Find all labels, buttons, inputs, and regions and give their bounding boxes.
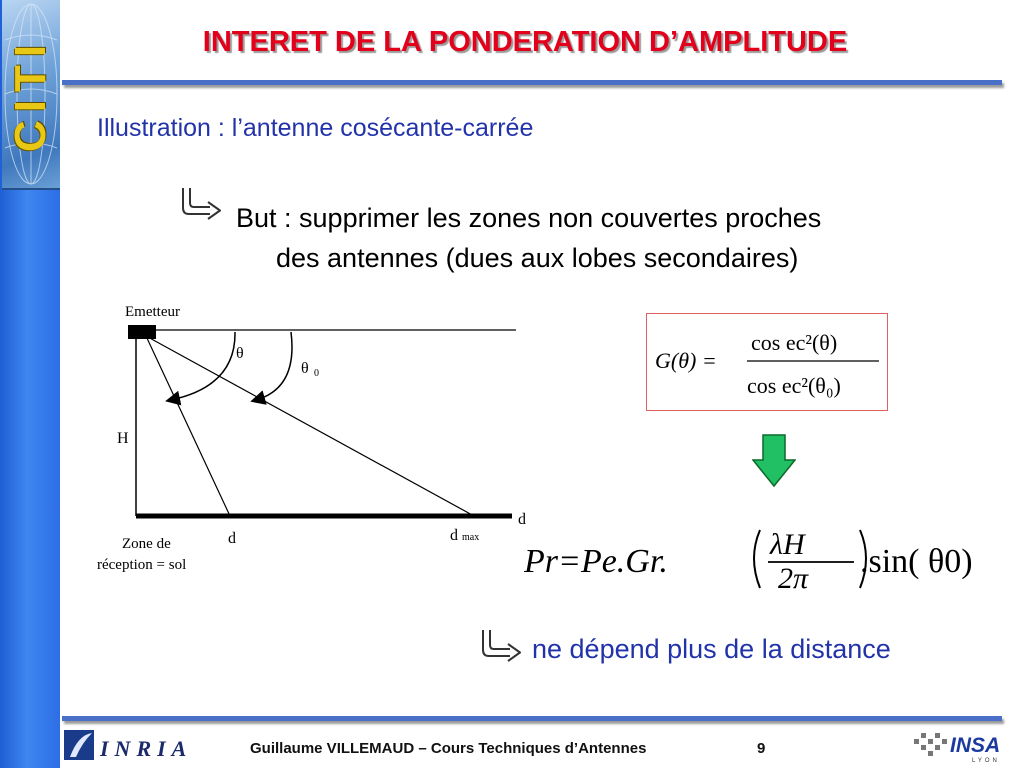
theta0-subscript: 0 [314, 368, 319, 379]
title-divider [62, 80, 1002, 85]
left-paren [754, 530, 760, 588]
theta0-label: θ [301, 360, 309, 377]
zone-label-line-2: réception = sol [97, 557, 187, 573]
gain-formula [647, 314, 887, 410]
inria-logo [64, 725, 204, 765]
gain-formula-denominator: cos ec²(θ₀) [747, 373, 841, 398]
hook-arrow-icon [178, 186, 224, 220]
emitter-block [128, 325, 156, 339]
power-formula-numerator: λH [770, 528, 805, 561]
gain-formula-lhs: G(θ) = [655, 348, 717, 373]
power-formula [524, 522, 1004, 594]
distance-d-label: d [228, 530, 236, 547]
down-arrow-icon [752, 434, 796, 488]
zone-label-line-1: Zone de [122, 536, 171, 552]
emitter-label: Emetteur [125, 304, 180, 320]
hook-arrow-icon [478, 628, 524, 662]
height-label: H [117, 430, 129, 447]
power-formula-rhs: .sin( θ0) [860, 543, 973, 580]
insa-logo-subtext: LYON [972, 758, 1000, 764]
insa-logo [910, 725, 1018, 765]
dmax-label: d [450, 527, 458, 544]
goal-text [230, 198, 995, 278]
citi-logo-text: CITI [6, 36, 55, 152]
goal-line-2: des antennes (dues aux lobes secondaires) [276, 243, 799, 273]
footer-author: Guillaume VILLEMAUD – Cours Techniques d’Antennes [250, 740, 647, 757]
ray-d [146, 336, 230, 516]
theta-label: θ [236, 345, 244, 362]
conclusion-text: ne dépend plus de la distance [532, 634, 891, 664]
dmax-subscript: max [462, 532, 480, 543]
footer-divider [62, 716, 1002, 721]
slide-title: INTERET DE LA PONDERATION D’AMPLITUDE [202, 26, 848, 58]
power-formula-denominator: 2π [778, 562, 809, 594]
antenna-geometry-diagram [84, 296, 534, 586]
power-formula-lhs: Pr=Pe.Gr. [524, 543, 668, 580]
ray-dmax [146, 336, 474, 516]
gain-formula-box [646, 313, 888, 411]
insa-logo-dots [914, 733, 947, 756]
theta-arc [171, 332, 235, 400]
slide-subtitle: Illustration : l’antenne cosécante-carrée [97, 114, 534, 142]
insa-logo-text: INSA [950, 734, 1001, 757]
page-number: 9 [757, 740, 766, 757]
citi-logo [2, 0, 60, 190]
theta0-arc [256, 332, 292, 400]
gain-formula-numerator: cos ec²(θ) [751, 330, 838, 355]
distance-axis-label: d [518, 511, 526, 528]
goal-line-1: But : supprimer les zones non couvertes proches [236, 203, 822, 233]
inria-logo-text: INRIA [100, 736, 193, 761]
